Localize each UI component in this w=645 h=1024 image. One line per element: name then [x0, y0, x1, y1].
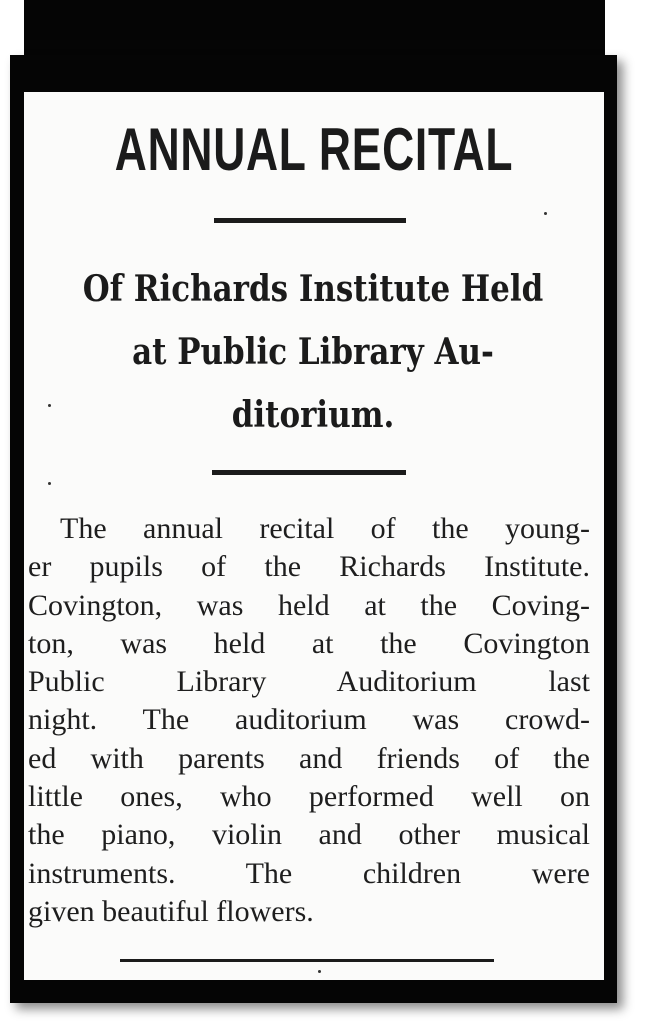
body-line: little ones, who performed well on [28, 780, 590, 814]
body-line: Public Library Auditorium last [28, 665, 590, 699]
print-speck [48, 482, 51, 485]
body-line: er pupils of the Richards Institute. [28, 550, 590, 584]
body-line: ton, was held at the Covington [28, 626, 590, 660]
body-line: ed with parents and friends of the [28, 741, 590, 775]
print-speck [48, 404, 51, 407]
subhead-line: at Public Library Au- [132, 331, 494, 373]
body-line: given beautiful flowers. [28, 894, 314, 928]
body-line: instruments. The children were [28, 856, 590, 890]
article-body [28, 510, 590, 931]
body-line: The annual recital of the young- [60, 512, 590, 545]
closing-rule [120, 959, 494, 962]
subhead-rule [212, 470, 406, 475]
subheadline [71, 258, 554, 447]
body-line: night. The auditorium was crowd- [28, 703, 590, 737]
newspaper-clipping [24, 92, 604, 980]
body-line: Covington, was held at the Coving- [28, 588, 590, 622]
headline-rule [214, 218, 406, 223]
subhead-line: Of Richards Institute Held [82, 268, 544, 310]
print-speck [544, 212, 547, 215]
headline: ANNUAL RECITAL [114, 116, 514, 183]
body-line: the piano, violin and other musical [28, 818, 590, 852]
print-speck [318, 970, 321, 973]
subhead-line: ditorium. [231, 394, 395, 436]
